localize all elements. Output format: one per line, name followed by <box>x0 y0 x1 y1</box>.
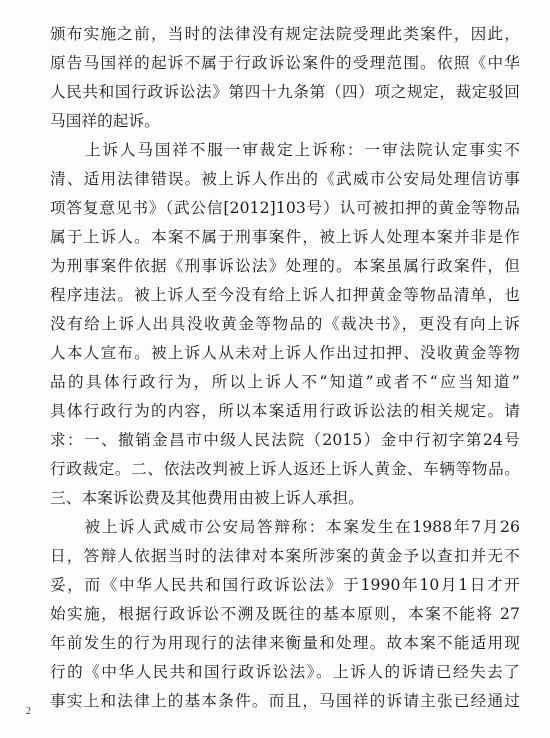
text-line: 行的《中华人民共和国行政诉讼法》。上诉人的诉请已经失去了 <box>50 663 520 681</box>
text-line: 年前发生的行为用现行的法律来衡量和处理。故本案不能适用现 <box>50 634 520 652</box>
text-line: 没有给上诉人出具没收黄金等物品的《裁决书》，更没有向上诉 <box>50 315 520 333</box>
text-line: 日，答辩人依据当时的法律对本案所涉案的黄金予以查扣并无不 <box>50 547 520 565</box>
text-line: 行政裁定。二、依法改判被上诉人返还上诉人黄金、车辆等物品。 <box>50 460 520 478</box>
page-number: 2 <box>26 706 31 717</box>
text-line: 项答复意见书》（武公信[2012]103号）认可被扣押的黄金等物品 <box>50 199 520 217</box>
text-line: 三、本案诉讼费及其他费用由被上诉人承担。 <box>50 489 364 507</box>
text-line: 人民共和国行政诉讼法》第四十九条第（四）项之规定，裁定驳回 <box>50 83 520 101</box>
text-line: 事实上和法律上的基本条件。而且，马国祥的诉请主张已经通过 <box>50 692 520 710</box>
text-line: 品的具体行政行为，所以上诉人不“知道”或者不“应当知道” <box>50 373 520 391</box>
text-line: 马国祥的起诉。 <box>50 112 160 130</box>
text-line: 上诉人马国祥不服一审裁定上诉称：一审法院认定事实不 <box>50 141 520 159</box>
text-line: 清、适用法律错误。被上诉人作出的《武威市公安局处理信访事 <box>50 170 520 188</box>
text-line: 被上诉人武威市公安局答辩称：本案发生在1988年7月26 <box>50 518 520 536</box>
text-line: 始实施，根据行政诉讼不溯及既往的基本原则，本案不能将 27 <box>50 605 520 623</box>
text-line: 人本人宣布。被上诉人从未对上诉人作出过扣押、没收黄金等物 <box>50 344 520 362</box>
text-line: 颁布实施之前，当时的法律没有规定法院受理此类案件，因此， <box>50 25 520 43</box>
text-line: 原告马国祥的起诉不属于行政诉讼案件的受理范围。依照《中华 <box>50 54 520 72</box>
text-line: 为刑事案件依据《刑事诉讼法》处理的。本案虽属行政案件，但 <box>50 257 520 275</box>
text-line: 属于上诉人。本案不属于刑事案件，被上诉人处理本案并非是作 <box>50 228 520 246</box>
text-line: 具体行政行为的内容，所以本案适用行政诉讼法的相关规定。请 <box>50 402 520 420</box>
text-line: 妥，而《中华人民共和国行政诉讼法》于1990年10月1日才开 <box>50 576 520 594</box>
text-line: 求：一、撤销金昌市中级人民法院（2015）金中行初字第24号 <box>50 431 520 449</box>
text-line: 程序违法。被上诉人至今没有给上诉人扣押黄金等物品清单，也 <box>50 286 520 304</box>
